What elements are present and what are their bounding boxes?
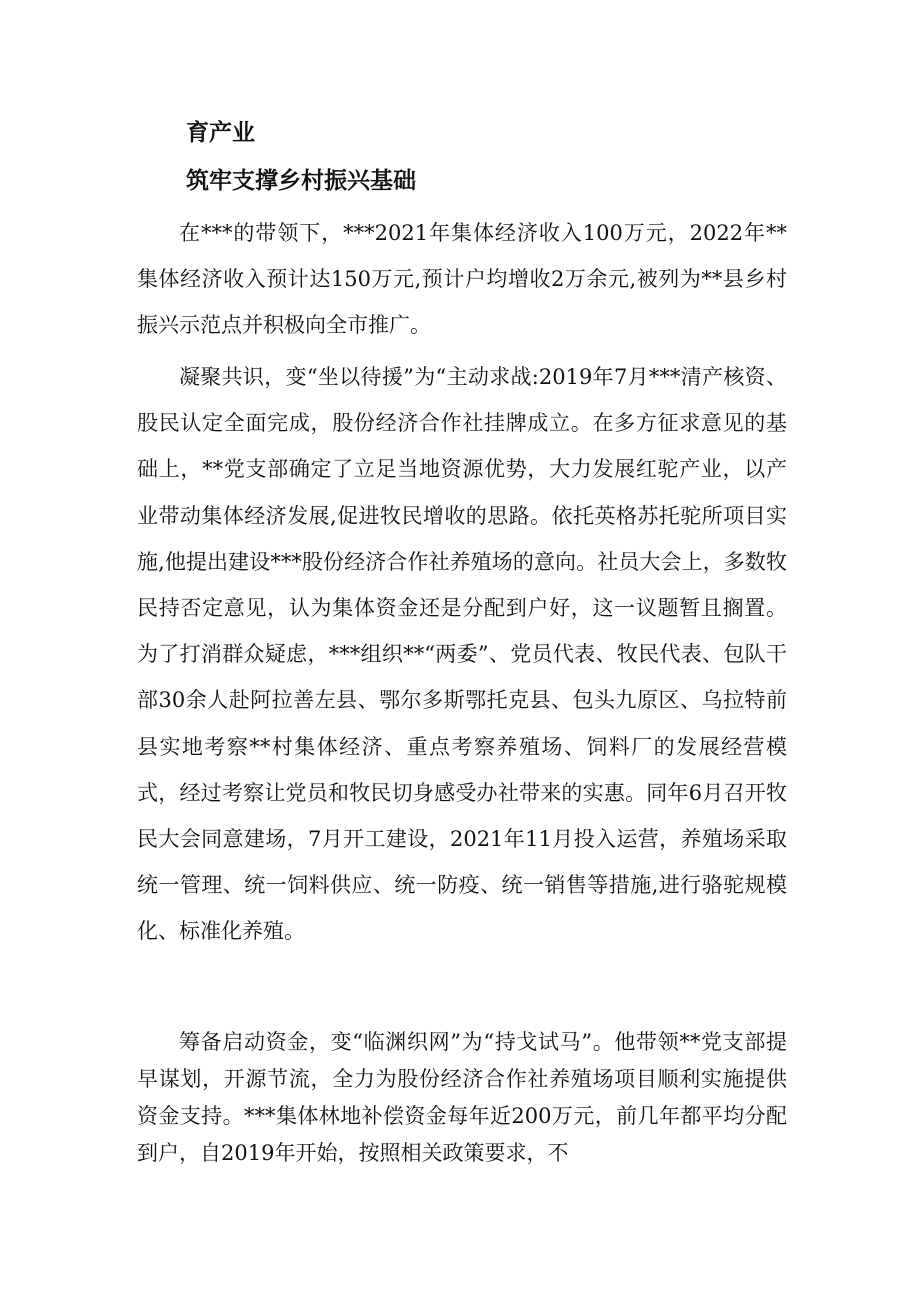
paragraph-funding: 筹备启动资金，变“临渊织网”为“持戈试马”。他带领**党支部提早谋划，开源节流，全力为股份经济合作社养殖场项目顺利实施提供资金支持。***集体林地补偿资金每年近200万元，前几年都平均分配到户，自2019年开始，按照相关政策要求，不 <box>137 1030 787 1165</box>
paragraph-achievements: 在***的带领下，***2021年集体经济收入100万元，2022年**集体经济收入预计达150万元,预计户均增收2万余元,被列为**县乡村振兴示范点并积极向全市推广。 <box>137 221 787 337</box>
subsection-heading: 筑牢支撑乡村振兴基础 <box>186 168 416 194</box>
paragraph-consensus: 凝聚共识，变“坐以待援”为“主动求战:2019年7月***清产核资、股民认定全面完成，股份经济合作社挂牌成立。在多方征求意见的基础上，**党支部确定了立足当地资源优势，大力发展红驼产业，以产业带动集体经济发展,促进牧民增收的思路。依托英格苏托驼所项目实施,他提出建设***股份经济合作社养殖场的意向。社员大会上，多数牧民持否定意见，认为集体资金还是分配到户好，这一议题暂且搁置。为了打消群众疑虑，***组织**“两委”、党员代表、牧民代表、包队干部30余人赴阿拉善左县、鄂尔多斯鄂托克县、包头九原区、乌拉特前县实地考察**村集体经济、重点考察养殖场、饲料厂的发展经营模式，经过考察让党员和牧民切身感受办社带来的实惠。同年6月召开牧民大会同意建场，7月开工建设，2021年11月投入运营，养殖场采取统一管理、统一饲料供应、统一防疫、统一销售等措施,进行骆驼规模化、标准化养殖。 <box>137 365 787 944</box>
section-heading: 育产业 <box>186 120 255 146</box>
